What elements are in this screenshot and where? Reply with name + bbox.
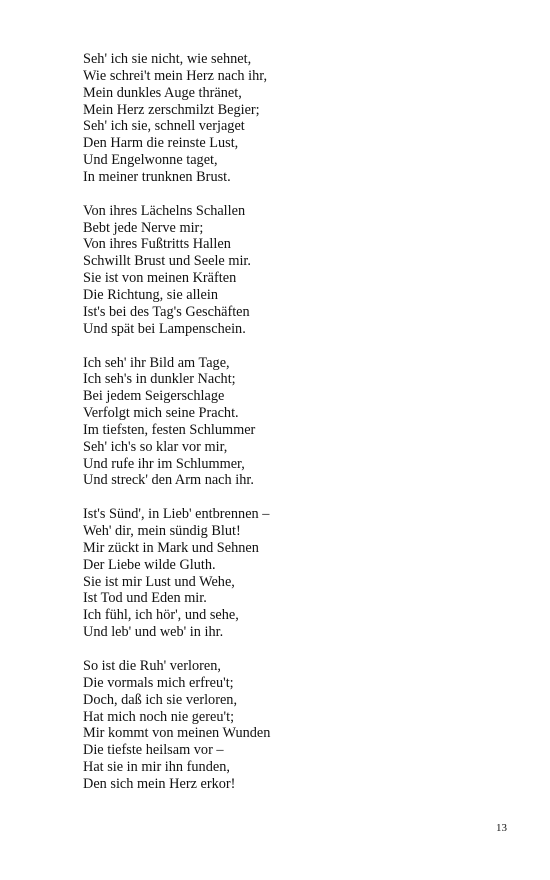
stanza-1 <box>83 51 483 186</box>
poem-body <box>83 51 483 810</box>
stanza-3 <box>83 355 483 490</box>
poem-line: Ist Tod und Eden mir. <box>83 590 207 607</box>
poem-line: Ich seh' ihr Bild am Tage, <box>83 354 230 371</box>
poem-line: Seh' ich sie nicht, wie sehnet, <box>83 51 252 67</box>
poem-line: Und rufe ihr im Schlummer, <box>83 455 245 472</box>
poem-line: Den sich mein Herz erkor! <box>83 775 236 792</box>
stanza-2 <box>83 203 483 338</box>
poem-line: Mir kommt von meinen Wunden <box>83 725 271 742</box>
poem-line: Und Engelwonne taget, <box>83 152 218 169</box>
poem-line: Bebt jede Nerve mir; <box>83 219 204 236</box>
poem-line: Schwillt Brust und Seele mir. <box>83 253 251 270</box>
poem-line: Ist's Sünd', in Lieb' entbrennen – <box>83 506 270 523</box>
stanza-4 <box>83 506 483 641</box>
poem-line: Ist's bei des Tag's Geschäften <box>83 303 250 320</box>
poem-line: Verfolgt mich seine Pracht. <box>83 405 239 422</box>
poem-line: Sie ist von meinen Kräften <box>83 270 237 287</box>
poem-line: Seh' ich sie, schnell verjaget <box>83 118 245 135</box>
poem-line: Seh' ich's so klar vor mir, <box>83 438 228 455</box>
poem-line: Hat mich noch nie gereu't; <box>83 708 235 725</box>
poem-line: In meiner trunknen Brust. <box>83 168 231 185</box>
poem-line: Von ihres Lächelns Schallen <box>83 202 246 219</box>
poem-line: Weh' dir, mein sündig Blut! <box>83 523 241 540</box>
poem-line: Im tiefsten, festen Schlummer <box>83 421 256 438</box>
stanza-5 <box>83 658 483 793</box>
poem-line: So ist die Ruh' verloren, <box>83 658 221 674</box>
poem-line: Ich seh's in dunkler Nacht; <box>83 371 236 388</box>
poem-line: Wie schrei't mein Herz nach ihr, <box>83 67 268 84</box>
poem-line: Und streck' den Arm nach ihr. <box>83 472 254 489</box>
poem-line: Der Liebe wilde Gluth. <box>83 556 216 573</box>
poem-line: Bei jedem Seigerschlage <box>83 388 225 405</box>
poem-line: Die tiefste heilsam vor – <box>83 742 224 759</box>
poem-line: Von ihres Fußtritts Hallen <box>83 236 231 253</box>
poem-line: Die Richtung, sie allein <box>83 286 218 303</box>
poem-line: Doch, daß ich sie verloren, <box>83 691 238 708</box>
poem-line: Den Harm die reinste Lust, <box>83 135 239 152</box>
poem-line: Hat sie in mir ihn funden, <box>83 759 230 776</box>
poem-line: Die vormals mich erfreu't; <box>83 674 234 691</box>
poem-line: Mein dunkles Auge thränet, <box>83 84 242 101</box>
poem-line: Sie ist mir Lust und Wehe, <box>83 573 235 590</box>
page-number: 13 <box>496 822 507 834</box>
poem-line: Und leb' und web' in ihr. <box>83 624 224 641</box>
poem-line: Mir zückt in Mark und Sehnen <box>83 539 259 556</box>
poem-line: Ich fühl, ich hör', und sehe, <box>83 607 239 624</box>
poem-line: Und spät bei Lampenschein. <box>83 320 246 337</box>
poem-line: Mein Herz zerschmilzt Begier; <box>83 101 260 118</box>
